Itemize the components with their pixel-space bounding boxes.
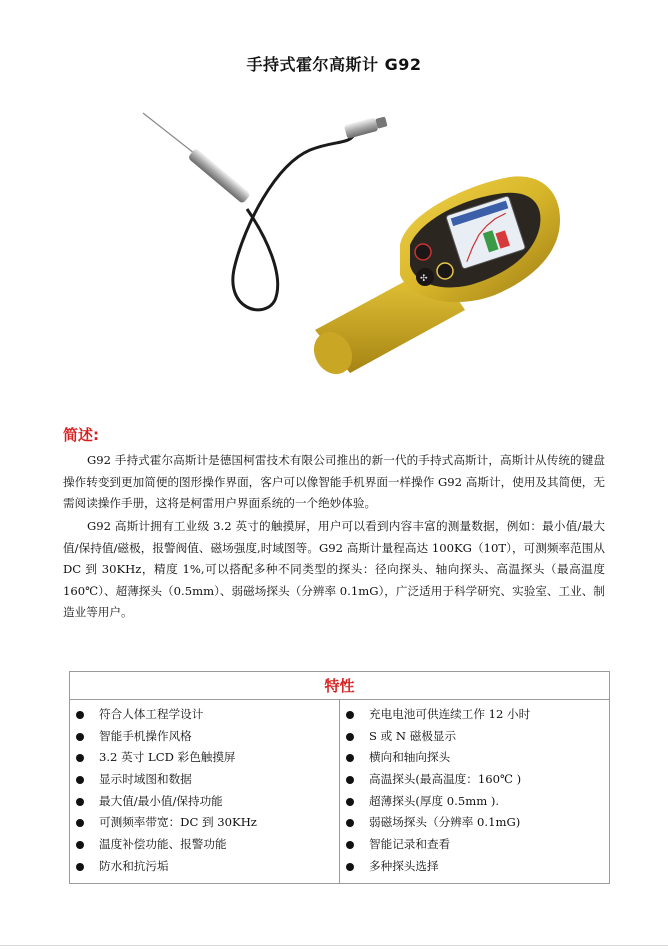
feature-item: 符合人体工程学设计 [70, 704, 339, 726]
intro-paragraph-2: G92 高斯计拥有工业级 3.2 英寸的触摸屏，用户可以看到内容丰富的测量数据，例如：最小值/最大值/保持值/磁极，报警阀值、磁场强度,时域图等。G92 高斯计量程高达 100KG（10T），可测频率范围从 DC 到 30KHz，精度 1%,可以搭配多种不同类型的探头：径向探头、轴向探头、高温探头（最高温度 160℃）、超薄探头（0.5mm）、弱磁场探头（分辨率 0.1mG），广泛适用于科学研究、实验室、工业、制造业等用户。 [63, 519, 605, 619]
feature-item: 最大值/最小值/保持功能 [70, 791, 339, 813]
bullet-icon [76, 798, 84, 806]
bullet-icon [76, 863, 84, 871]
feature-item: 横向和轴向探头 [340, 747, 609, 769]
feature-item: 3.2 英寸 LCD 彩色触摸屏 [70, 747, 339, 769]
bullet-icon [76, 711, 84, 719]
bullet-icon [76, 733, 84, 741]
bullet-icon [346, 754, 354, 762]
features-table [69, 671, 610, 884]
bullet-icon [76, 776, 84, 784]
svg-text:✣: ✣ [420, 274, 428, 284]
bullet-icon [346, 863, 354, 871]
intro-paragraph-1: G92 手持式霍尔高斯计是德国柯雷技术有限公司推出的新一代的手持式高斯计，高斯计从传统的键盘操作转变到更加简便的图形操作界面，客户可以像智能手机界面一样操作 G92 高斯计，使用及其简便，无需阅读操作手册，这将是柯雷用户界面系统的一个绝妙体验。 [63, 453, 605, 510]
bullet-icon [76, 819, 84, 827]
features-left-column [70, 700, 340, 884]
page-title: 手持式霍尔高斯计 G92 [246, 55, 422, 74]
feature-item: 超薄探头(厚度 0.5mm ). [340, 791, 609, 813]
feature-item: 智能手机操作风格 [70, 726, 339, 748]
feature-item: 防水和抗污垢 [70, 856, 339, 878]
feature-item: 显示时域图和数据 [70, 769, 339, 791]
feature-item: 充电电池可供连续工作 12 小时 [340, 704, 609, 726]
gaussmeter-device-image [135, 105, 575, 385]
bullet-icon [346, 711, 354, 719]
bullet-icon [346, 819, 354, 827]
features-right-column [340, 700, 610, 884]
bullet-icon [346, 798, 354, 806]
bullet-icon [346, 733, 354, 741]
intro-heading: 简述: [63, 426, 99, 444]
bullet-icon [346, 776, 354, 784]
feature-item: 智能记录和查看 [340, 834, 609, 856]
feature-item: 弱磁场探头（分辨率 0.1mG) [340, 812, 609, 834]
feature-item: 可测频率带宽：DC 到 30KHz [70, 812, 339, 834]
features-heading: 特性 [70, 672, 610, 700]
feature-item: S 或 N 磁极显示 [340, 726, 609, 748]
bullet-icon [76, 754, 84, 762]
bullet-icon [346, 841, 354, 849]
feature-item: 高温探头(最高温度：160℃ ) [340, 769, 609, 791]
page-divider [0, 945, 668, 946]
feature-item: 温度补偿功能、报警功能 [70, 834, 339, 856]
feature-item: 多种探头选择 [340, 856, 609, 878]
bullet-icon [76, 841, 84, 849]
